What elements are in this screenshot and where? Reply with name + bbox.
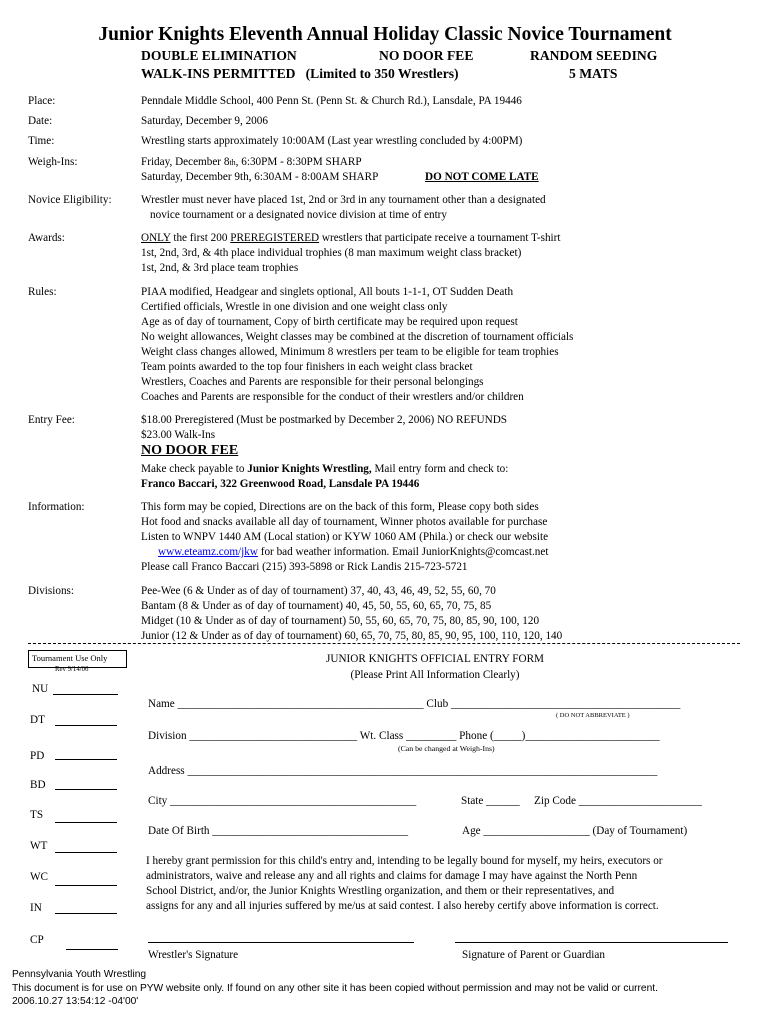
age-field[interactable]: Age ___________________ (Day of Tournament) [462, 825, 688, 837]
check-payable: Make check payable to Junior Knights Wrestling, Mail entry form and check to: [141, 463, 509, 475]
state-field[interactable]: State ______ [461, 795, 520, 807]
code-in-line[interactable] [55, 913, 117, 914]
address-field[interactable]: Address ____________________________________________________________________________________ [148, 765, 658, 777]
do-not-come-late: DO NOT COME LATE [425, 171, 539, 183]
awards-text: ONLY the first 200 PREREGISTERED wrestlers that participate receive a tournament T-shirt 1st, 2nd, 3rd, & 4th place individual trophies (8 man maximum weight class bracket) 1st, 2nd, & 3rd place team trophies [141, 232, 561, 274]
entry-form-subtitle: (Please Print All Information Clearly) [350, 669, 520, 681]
code-bd-line[interactable] [55, 789, 117, 790]
dob-field[interactable]: Date Of Birth ___________________________________ [148, 825, 409, 837]
time-label: Time: [28, 135, 55, 147]
header-walk-ins: WALK-INS PERMITTED (Limited to 350 Wrestlers) [141, 66, 459, 81]
code-wt: WT [30, 840, 48, 852]
awards-label: Awards: [28, 232, 65, 244]
entry-fee-text: $18.00 Preregistered (Must be postmarked by December 2, 2006) NO REFUNDS $23.00 Walk-Ins [141, 414, 508, 441]
code-bd: BD [30, 779, 46, 791]
eligibility-label: Novice Eligibility: [28, 194, 112, 206]
mailing-address: Franco Baccari, 322 Greenwood Road, Lansdale PA 19446 [141, 478, 420, 490]
place-label: Place: [28, 95, 56, 107]
city-field[interactable]: City ____________________________________________ [148, 795, 417, 807]
division-weight-phone-field[interactable]: Division ______________________________ Wt. Class _________ Phone (_____)________________________ [148, 730, 660, 742]
code-ts-line[interactable] [55, 822, 117, 823]
permission-statement: I hereby grant permission for this child's entry and, intending to be legally bound for myself, my heirs, executors or administrators, waive and release any and all rights and claims for damage I may have against the North Penn School District, and/or, the Junior Knights Wrestling organization, and them or their representatives, and assigns for any and all injuries suffered by me/us at said contest. I also hereby certify above information is correct. [146, 855, 663, 912]
code-cp-line[interactable] [66, 949, 118, 950]
code-dt: DT [30, 714, 45, 726]
code-wc-line[interactable] [55, 885, 117, 886]
code-nu-line[interactable] [53, 694, 118, 695]
footer-timestamp: 2006.10.27 13:54:12 -04'00' [12, 996, 139, 1007]
parent-signature-line[interactable] [455, 942, 728, 943]
cut-line [28, 643, 740, 644]
no-door-fee-emphasis: NO DOOR FEE [141, 443, 239, 458]
eligibility-text: Wrestler must never have placed 1st, 2nd or 3rd in any tournament other than a designated novice tournament or a designated novice division at time of entry [141, 194, 546, 221]
date-value: Saturday, December 9, 2006 [141, 115, 268, 127]
code-cp: CP [30, 934, 44, 946]
header-double-elimination: DOUBLE ELIMINATION [141, 48, 297, 63]
weighins-friday: Friday, December 8th, 6:30PM - 8:30PM SHARP [141, 156, 362, 168]
code-nu: NU [32, 683, 49, 695]
rules-label: Rules: [28, 286, 57, 298]
wrestler-signature-label: Wrestler's Signature [148, 949, 239, 961]
revision-label: Rev 9/14/06 [55, 666, 89, 673]
code-ts: TS [30, 809, 44, 821]
code-wc: WC [30, 871, 49, 883]
code-pd: PD [30, 750, 45, 762]
header-random-seeding: RANDOM SEEDING [530, 48, 658, 63]
rules-list: PIAA modified, Headgear and singlets optional, All bouts 1-1-1, OT Sudden Death Certified officials, Wrestle in one division and one weight class only Age as of day of tournament, Copy of birth certificate may be required upon request No weight allowances, Weight classes may be combined at the discretion of tournament officials Weight class changes allowed, Minimum 8 wrestlers per team to be eligible for team trophies Team points awarded to the top four finishers in each weight class bracket Wrestlers, Coaches and Parents are responsible for their personal belongings Coaches and Parents are responsible for the conduct of their wrestlers and/or children [141, 286, 574, 403]
wrestler-signature-line[interactable] [148, 942, 414, 943]
code-in: IN [30, 902, 42, 914]
date-label: Date: [28, 115, 53, 127]
code-pd-line[interactable] [55, 759, 117, 760]
weight-change-note: (Can be changed at Weigh-Ins) [398, 744, 495, 753]
place-value: Penndale Middle School, 400 Penn St. (Penn St. & Church Rd.), Lansdale, PA 19446 [141, 95, 522, 107]
code-wt-line[interactable] [55, 852, 117, 853]
entry-form-title: JUNIOR KNIGHTS OFFICIAL ENTRY FORM [326, 653, 544, 665]
parent-signature-label: Signature of Parent or Guardian [462, 949, 605, 961]
tournament-use-label: Tournament Use Only [32, 653, 108, 663]
divisions-label: Divisions: [28, 585, 75, 597]
header-mats: 5 MATS [569, 66, 618, 81]
header-no-door-fee: NO DOOR FEE [379, 48, 474, 63]
entry-fee-label: Entry Fee: [28, 414, 75, 426]
footer-notice: This document is for use on PYW website only. If found on any other site it has been copied without permission and may not be valid or current. [12, 983, 658, 994]
code-dt-line[interactable] [55, 725, 117, 726]
time-value: Wrestling starts approximately 10:00AM (Last year wrestling concluded by 4:00PM) [141, 135, 523, 147]
zip-field[interactable]: Zip Code ______________________ [534, 795, 702, 807]
information-label: Information: [28, 501, 85, 513]
divisions-list: Pee-Wee (6 & Under as of day of tournament) 37, 40, 43, 46, 49, 52, 55, 60, 70 Bantam (8 & Under as of day of tournament) 40, 45, 50, 55, 60, 65, 70, 75, 85 Midget (10 & Under as of day of tournament) 50, 55, 60, 65, 70, 75, 80, 85, 90, 100, 120 Junior (12 & Under as of day of tournament) 60, 65, 70, 75, 80, 85, 90, 95, 100, 110, 120, 140 [141, 585, 563, 642]
information-text: This form may be copied, Directions are on the back of this form, Please copy both sides Hot food and snacks available all day of tournament, Winner photos available for purchase Listen to WNPV 1440 AM (Local station) or KYW 1060 AM (Phila.) or check our website www.eteamz.com/jkw for bad weather information. Email JuniorKnights@comcast.net Please call Franco Baccari (215) 393-5898 or Rick Landis 215-723-5721 [141, 501, 549, 573]
footer-org: Pennsylvania Youth Wrestling [12, 969, 147, 980]
weighins-label: Weigh-Ins: [28, 156, 78, 168]
page-title: Junior Knights Eleventh Annual Holiday Classic Novice Tournament [98, 24, 672, 45]
website-link[interactable]: www.eteamz.com/jkw [158, 546, 258, 558]
name-club-field[interactable]: Name ____________________________________________ Club _________________________________________ [148, 698, 681, 710]
do-not-abbreviate-note: ( DO NOT ABBREVIATE ) [556, 712, 630, 719]
weighins-saturday: Saturday, December 9th, 6:30AM - 8:00AM SHARP [141, 171, 379, 183]
